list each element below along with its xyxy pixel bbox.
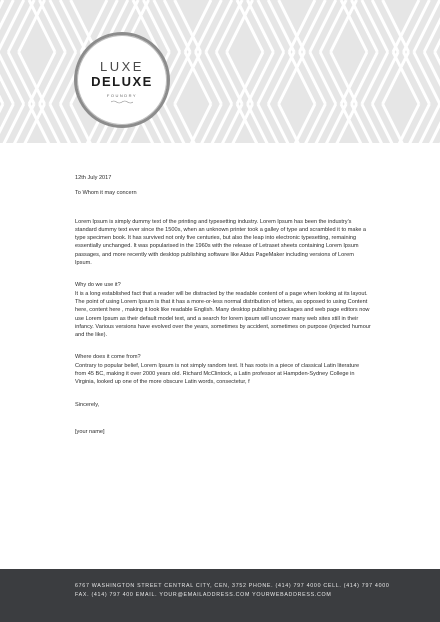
- pattern-tile: [289, 104, 357, 143]
- letter-body: [75, 174, 371, 436]
- logo-text-foundry: FOUNDRY: [106, 93, 138, 98]
- logo-text-luxe: LUXE: [100, 59, 144, 74]
- letter-paragraph: Why do we use it? It is a long established fact that a reader will be distracted by the readable content of a page when looking at its layout. The point of using Lorem Ipsum is that it has a more-or-less normal distribution of letters, as opposed to using Content here, content here , making it look like readable English. Many desktop publishing packages and web page editors now use Lorem Ipsum as their default model text, and a search for lorem ipsum will uncover many web sites still in their infancy. Various versions have evolved over the years, sometimes by accident, sometimes on purpose (injected humour and the like).: [75, 282, 371, 339]
- pattern-tile: [0, 0, 45, 52]
- letter-signoff: Sincerely,: [75, 401, 100, 408]
- footer-bar: [0, 569, 440, 622]
- letter-date: 12th July 2017: [75, 175, 112, 181]
- pattern-tile: [0, 52, 45, 104]
- pattern-tile: [393, 52, 440, 104]
- letter-signature-name: [your name]: [75, 428, 105, 435]
- pattern-tile: [185, 104, 253, 143]
- letter-paragraph: Lorem Ipsum is simply dummy text of the printing and typesetting industry. Lorem Ipsum has been the industry's standard dummy text ever since the 1500s, when an unknown printer took a galley of type and scrambled it to make a type specimen book. It has survived not only five centuries, but also the leap into electronic typesetting, remaining essentially unchanged. It was popularised in the 1960s with the release of Letraset sheets containing Lorem Ipsum passages, and more recently with desktop publishing software like Aldus PageMaker including versions of Lorem Ipsum.: [75, 218, 367, 267]
- footer-contact-line: FAX. (414) 797 400 EMAIL. YOUR@EMAILADDRESS.COM YOURWEBADDRESS.COM: [75, 592, 332, 598]
- logo-text-deluxe: DELUXE: [91, 74, 153, 89]
- herringbone-pattern: [0, 0, 440, 143]
- letter-salutation: To Whom it may concern: [75, 190, 137, 197]
- pattern-tile: [393, 0, 440, 52]
- footer-address-line: 6767 WASHINGTON STREET CENTRAL CITY, CEN, 3752 PHONE. (414) 797 4000 CELL. (414) 797 4000: [75, 583, 390, 589]
- pattern-tile: [341, 104, 409, 143]
- letter-paragraphs: [75, 218, 371, 387]
- logo-wave-ornament: [111, 100, 133, 104]
- pattern-tile: [237, 104, 305, 143]
- letter-paragraph: Where does it come from? Contrary to popular belief, Lorem Ipsum is not simply random text. It has roots in a piece of classical Latin literature from 45 BC, making it over 2000 years old. Richard McClintock, a Latin professor at Hampden-Sydney College in Virginia, looked up one of the more obscure Latin words, consectetur, f: [75, 354, 360, 386]
- header-pattern: [0, 0, 440, 143]
- logo-badge: [74, 32, 170, 128]
